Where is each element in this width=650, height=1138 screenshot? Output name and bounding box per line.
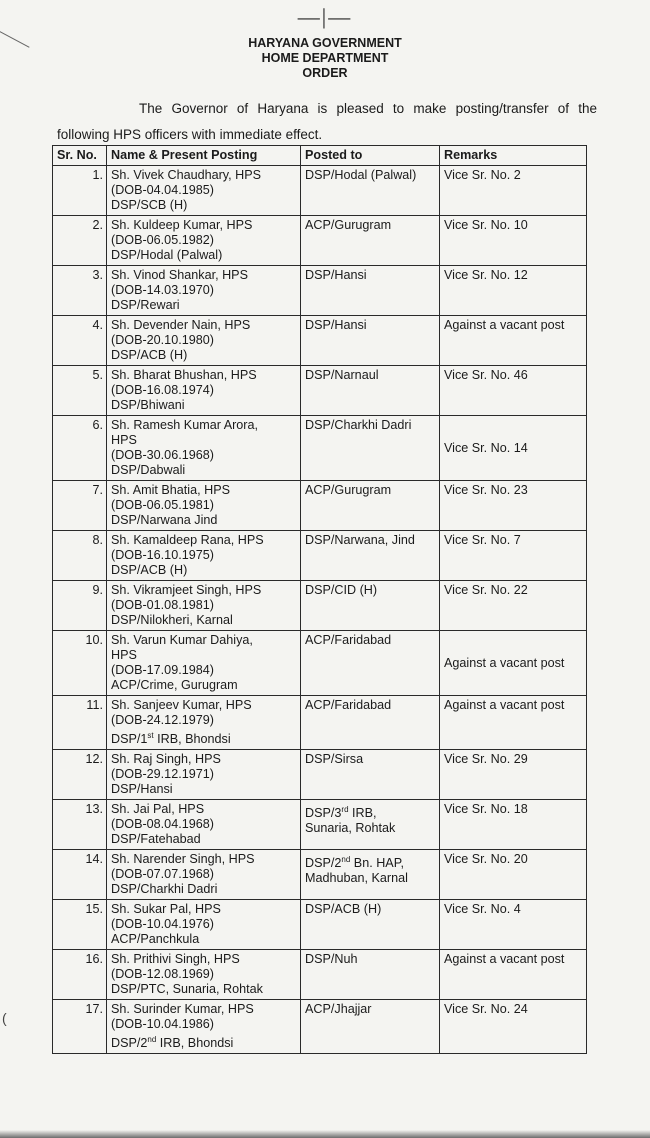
document-header bbox=[0, 36, 650, 81]
remarks-cell: Vice Sr. No. 18 bbox=[440, 800, 587, 850]
name-line: DSP/Nilokheri, Karnal bbox=[111, 613, 233, 627]
serial-number: 5. bbox=[53, 366, 107, 416]
name-line: HPS bbox=[111, 433, 137, 447]
posted-to-cell bbox=[301, 696, 440, 750]
posted-line: DSP/CID (H) bbox=[305, 583, 378, 597]
remarks-cell: Vice Sr. No. 10 bbox=[440, 216, 587, 266]
table-row bbox=[53, 366, 587, 416]
name-present-posting-cell bbox=[107, 1000, 301, 1054]
name-line: (DOB-16.10.1975) bbox=[111, 548, 214, 562]
name-line: (DOB-08.04.1968) bbox=[111, 817, 214, 832]
name-line: (DOB-07.07.1968) bbox=[111, 867, 214, 882]
posted-line: ACP/Faridabad bbox=[305, 633, 392, 647]
name-present-posting-cell bbox=[107, 950, 301, 1000]
name-line: DSP/ACB (H) bbox=[111, 348, 188, 362]
name-present-posting-cell bbox=[107, 531, 301, 581]
serial-number: 17. bbox=[53, 1000, 107, 1054]
name-line: Sh. Vivek Chaudhary, HPS bbox=[111, 168, 262, 182]
serial-number: 7. bbox=[53, 481, 107, 531]
posted-line: DSP/Hodal (Palwal) bbox=[305, 168, 417, 182]
remarks-cell: Vice Sr. No. 46 bbox=[440, 366, 587, 416]
name-present-posting-cell bbox=[107, 581, 301, 631]
remarks-cell: Vice Sr. No. 7 bbox=[440, 531, 587, 581]
table-row bbox=[53, 631, 587, 696]
serial-number: 2. bbox=[53, 216, 107, 266]
name-line: Sh. Varun Kumar Dahiya, bbox=[111, 633, 253, 647]
posted-line: DSP/2nd Bn. HAP, bbox=[305, 855, 404, 871]
posted-to-cell bbox=[301, 266, 440, 316]
name-line: DSP/Bhiwani bbox=[111, 398, 185, 412]
name-line: DSP/Charkhi Dadri bbox=[111, 882, 218, 897]
serial-number: 6. bbox=[53, 416, 107, 481]
name-line: Sh. Narender Singh, HPS bbox=[111, 852, 255, 867]
remarks-cell: Against a vacant post bbox=[440, 696, 587, 750]
name-line: Sh. Devender Nain, HPS bbox=[111, 318, 251, 332]
name-line: Sh. Sanjeev Kumar, HPS bbox=[111, 698, 252, 712]
posted-to-cell bbox=[301, 216, 440, 266]
serial-number: 16. bbox=[53, 950, 107, 1000]
table-row bbox=[53, 481, 587, 531]
name-line: (DOB-12.08.1969) bbox=[111, 967, 214, 982]
remarks-cell: Vice Sr. No. 29 bbox=[440, 750, 587, 800]
posted-line: ACP/Faridabad bbox=[305, 698, 392, 712]
posted-to-cell bbox=[301, 531, 440, 581]
govt-title: HARYANA GOVERNMENT bbox=[248, 36, 402, 50]
table-row bbox=[53, 166, 587, 216]
serial-number: 14. bbox=[53, 850, 107, 900]
header-sr-no: Sr. No. bbox=[53, 146, 107, 166]
posted-line: ACP/Gurugram bbox=[305, 218, 392, 232]
remarks-cell: Vice Sr. No. 23 bbox=[440, 481, 587, 531]
table-row bbox=[53, 800, 587, 850]
posted-to-cell bbox=[301, 316, 440, 366]
posted-line: ACP/Jhajjar bbox=[305, 1002, 372, 1017]
remarks-cell: Against a vacant post bbox=[440, 316, 587, 366]
name-present-posting-cell bbox=[107, 416, 301, 481]
name-present-posting-cell bbox=[107, 800, 301, 850]
name-present-posting-cell bbox=[107, 216, 301, 266]
name-present-posting-cell bbox=[107, 631, 301, 696]
department-title: HOME DEPARTMENT bbox=[261, 51, 389, 65]
posted-line: Madhuban, Karnal bbox=[305, 871, 408, 886]
name-line: Sh. Vikramjeet Singh, HPS bbox=[111, 583, 262, 597]
posted-line: DSP/Charkhi Dadri bbox=[305, 418, 412, 432]
name-line: (DOB-14.03.1970) bbox=[111, 283, 214, 297]
serial-number: 9. bbox=[53, 581, 107, 631]
serial-number: 4. bbox=[53, 316, 107, 366]
name-line: HPS bbox=[111, 648, 137, 662]
remarks-cell: Vice Sr. No. 12 bbox=[440, 266, 587, 316]
posted-line: DSP/Sirsa bbox=[305, 752, 364, 767]
table-row bbox=[53, 750, 587, 800]
name-line: Sh. Kamaldeep Rana, HPS bbox=[111, 533, 264, 547]
name-line: DSP/1st IRB, Bhondsi bbox=[111, 731, 231, 747]
remarks-cell: Vice Sr. No. 22 bbox=[440, 581, 587, 631]
table-row bbox=[53, 696, 587, 750]
remarks-cell: Vice Sr. No. 2 bbox=[440, 166, 587, 216]
name-present-posting-cell bbox=[107, 481, 301, 531]
name-line: Sh. Ramesh Kumar Arora, bbox=[111, 418, 258, 432]
posting-table bbox=[52, 145, 587, 1054]
posted-line: DSP/ACB (H) bbox=[305, 902, 382, 917]
posted-line: ACP/Gurugram bbox=[305, 483, 392, 497]
table-row bbox=[53, 316, 587, 366]
name-present-posting-cell bbox=[107, 266, 301, 316]
name-line: DSP/Narwana Jind bbox=[111, 513, 218, 527]
name-line: Sh. Vinod Shankar, HPS bbox=[111, 268, 248, 282]
name-line: DSP/2nd IRB, Bhondsi bbox=[111, 1035, 234, 1051]
name-line: (DOB-10.04.1976) bbox=[111, 917, 214, 932]
serial-number: 3. bbox=[53, 266, 107, 316]
remarks-cell: Vice Sr. No. 20 bbox=[440, 850, 587, 900]
table-row bbox=[53, 581, 587, 631]
table-row bbox=[53, 531, 587, 581]
serial-number: 1. bbox=[53, 166, 107, 216]
name-line: DSP/SCB (H) bbox=[111, 198, 188, 212]
posted-to-cell bbox=[301, 750, 440, 800]
name-present-posting-cell bbox=[107, 750, 301, 800]
header-remarks: Remarks bbox=[440, 146, 587, 166]
name-present-posting-cell bbox=[107, 366, 301, 416]
posted-line: Sunaria, Rohtak bbox=[305, 821, 396, 836]
remarks-cell: Against a vacant post bbox=[440, 950, 587, 1000]
posted-line: DSP/3rd IRB, bbox=[305, 805, 377, 821]
name-line: DSP/PTC, Sunaria, Rohtak bbox=[111, 982, 263, 997]
name-line: (DOB-06.05.1982) bbox=[111, 233, 214, 247]
posted-line: DSP/Narnaul bbox=[305, 368, 379, 382]
name-line: DSP/Dabwali bbox=[111, 463, 186, 477]
serial-number: 12. bbox=[53, 750, 107, 800]
posted-to-cell bbox=[301, 581, 440, 631]
page-number-mark: —|— bbox=[297, 4, 353, 29]
name-line: (DOB-16.08.1974) bbox=[111, 383, 214, 397]
header-name: Name & Present Posting bbox=[107, 146, 301, 166]
table-row bbox=[53, 900, 587, 950]
name-present-posting-cell bbox=[107, 850, 301, 900]
name-line: (DOB-30.06.1968) bbox=[111, 448, 214, 462]
posted-line: DSP/Narwana, Jind bbox=[305, 533, 415, 547]
posted-to-cell bbox=[301, 366, 440, 416]
name-line: (DOB-04.04.1985) bbox=[111, 183, 214, 197]
margin-mark: ( bbox=[2, 1010, 7, 1026]
name-line: Sh. Jai Pal, HPS bbox=[111, 802, 205, 817]
scan-bottom-edge bbox=[0, 1130, 650, 1138]
table-row bbox=[53, 950, 587, 1000]
name-line: Sh. Surinder Kumar, HPS bbox=[111, 1002, 254, 1017]
posted-to-cell bbox=[301, 800, 440, 850]
posted-line: DSP/Hansi bbox=[305, 268, 367, 282]
name-line: DSP/Fatehabad bbox=[111, 832, 201, 847]
posted-line: DSP/Nuh bbox=[305, 952, 358, 967]
name-line: Sh. Prithivi Singh, HPS bbox=[111, 952, 240, 967]
posted-to-cell bbox=[301, 1000, 440, 1054]
name-line: DSP/ACB (H) bbox=[111, 563, 188, 577]
posted-to-cell bbox=[301, 166, 440, 216]
serial-number: 11. bbox=[53, 696, 107, 750]
remarks-cell: Vice Sr. No. 4 bbox=[440, 900, 587, 950]
name-line: DSP/Hodal (Palwal) bbox=[111, 248, 223, 262]
name-line: Sh. Raj Singh, HPS bbox=[111, 752, 221, 767]
intro-line-1: The Governor of Haryana is pleased to make posting/transfer of the bbox=[139, 101, 597, 116]
posted-to-cell bbox=[301, 950, 440, 1000]
name-line: Sh. Kuldeep Kumar, HPS bbox=[111, 218, 253, 232]
header-posted-to: Posted to bbox=[301, 146, 440, 166]
intro-paragraph bbox=[57, 96, 597, 148]
table-header-row bbox=[53, 146, 587, 166]
table-row bbox=[53, 850, 587, 900]
serial-number: 10. bbox=[53, 631, 107, 696]
posted-to-cell bbox=[301, 850, 440, 900]
name-line: (DOB-10.04.1986) bbox=[111, 1017, 214, 1032]
serial-number: 8. bbox=[53, 531, 107, 581]
remarks-cell: Vice Sr. No. 24 bbox=[440, 1000, 587, 1054]
order-title: ORDER bbox=[302, 66, 348, 80]
name-present-posting-cell bbox=[107, 166, 301, 216]
name-present-posting-cell bbox=[107, 316, 301, 366]
name-line: (DOB-29.12.1971) bbox=[111, 767, 214, 782]
name-line: ACP/Crime, Gurugram bbox=[111, 678, 238, 692]
table-row bbox=[53, 266, 587, 316]
name-line: Sh. Sukar Pal, HPS bbox=[111, 902, 221, 917]
name-line: ACP/Panchkula bbox=[111, 932, 200, 947]
name-line: (DOB-20.10.1980) bbox=[111, 333, 214, 347]
intro-line-2: following HPS officers with immediate effect. bbox=[57, 127, 323, 142]
name-line: (DOB-24.12.1979) bbox=[111, 713, 214, 727]
posted-to-cell bbox=[301, 900, 440, 950]
name-line: (DOB-17.09.1984) bbox=[111, 663, 214, 677]
posted-to-cell bbox=[301, 481, 440, 531]
name-line: Sh. Bharat Bhushan, HPS bbox=[111, 368, 257, 382]
name-line: Sh. Amit Bhatia, HPS bbox=[111, 483, 230, 497]
table-row bbox=[53, 1000, 587, 1054]
name-line: DSP/Rewari bbox=[111, 298, 180, 312]
name-line: (DOB-01.08.1981) bbox=[111, 598, 214, 612]
table-row bbox=[53, 416, 587, 481]
table-row bbox=[53, 216, 587, 266]
name-line: DSP/Hansi bbox=[111, 782, 173, 797]
posted-to-cell bbox=[301, 416, 440, 481]
remarks-cell: Against a vacant post bbox=[440, 631, 587, 696]
name-present-posting-cell bbox=[107, 696, 301, 750]
posted-line: DSP/Hansi bbox=[305, 318, 367, 332]
posted-to-cell bbox=[301, 631, 440, 696]
name-line: (DOB-06.05.1981) bbox=[111, 498, 214, 512]
serial-number: 13. bbox=[53, 800, 107, 850]
remarks-cell: Vice Sr. No. 14 bbox=[440, 416, 587, 481]
name-present-posting-cell bbox=[107, 900, 301, 950]
serial-number: 15. bbox=[53, 900, 107, 950]
